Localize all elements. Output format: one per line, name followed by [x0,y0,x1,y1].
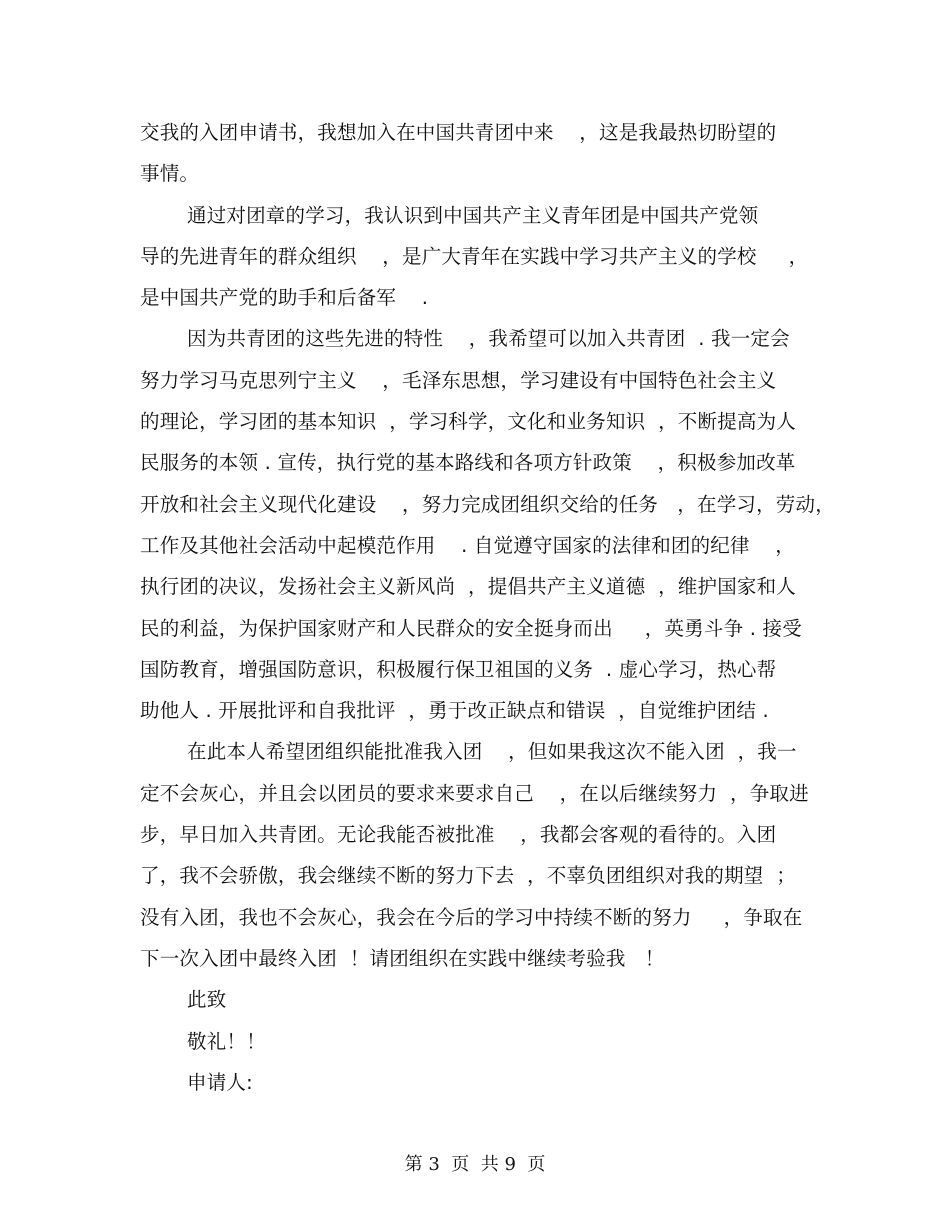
document-body [140,112,835,1103]
text-line: 敬礼！！ [187,1029,266,1053]
text-line: 下一次入团中最终入团 ！请团组织在实践中继续考验我 ！ [140,946,665,970]
text-line: 导的先进青年的群众组织 ，是广大青年在实践中学习共产主义的学校 ， [140,244,809,268]
text-line: 民的利益，为保护国家财产和人民群众的安全挺身而出 ，英勇斗争 . 接受 [140,616,802,640]
page-footer [0,1150,950,1176]
text-line: 执行团的决议，发扬社会主义新风尚 ，提倡共产主义道德 ，维护国家和人 [140,575,796,599]
text-line: 民服务的本领 . 宣传，执行党的基本路线和各项方针政策 ，积极参加改革 [140,451,796,475]
text-line: 申请人: [187,1070,253,1094]
text-line: 因为共青团的这些先进的特性 ，我希望可以加入共青团 . 我一定会 [187,327,790,351]
text-line: 步，早日加入共青团。无论我能否被批准 ，我都会客观的看待的。入团 [140,823,777,847]
text-line: 通过对团章的学习，我认识到中国共产主义青年团是中国共产党领 [187,203,759,227]
text-line: 没有入团，我也不会灰心，我会在今后的学习中持续不断的努力 ，争取在 [140,905,803,929]
page-number-label: 第 3 页 共 9 页 [404,1154,546,1175]
text-line: 此致 [187,988,227,1012]
text-line: 交我的入团申请书，我想加入在中国共青团中来 ，这是我最热切盼望的 [140,121,777,144]
text-line: 了，我不会骄傲，我会继续不断的努力下去 ，不辜负团组织对我的期望 ； [140,864,796,888]
text-line: 在此本人希望团组织能批准我入团 ，但如果我这次不能入团 ，我一 [187,740,797,764]
text-line: 国防教育，增强国防意识，积极履行保卫祖国的义务 . 虚心学习，热心帮 [140,657,777,681]
text-line: 是中国共产党的助手和后备军 . [140,286,429,310]
text-line: 工作及其他社会活动中起模范作用 . 自觉遵守国家的法律和团的纪律 ， [140,533,795,557]
text-line: 的理论，学习团的基本知识 ，学习科学，文化和业务知识 ，不断提高为人 [140,410,796,434]
text-line: 助他人 . 开展批评和自我批评 ，勇于改正缺点和错误 ，自觉维护团结 . [140,699,769,723]
text-line: 开放和社会主义现代化建设 ，努力完成团组织交给的任务 ，在学习，劳动， [140,492,835,516]
text-line: 定不会灰心，并且会以团员的要求来要求自己 ，在以后继续努力 ，争取进 [140,781,809,805]
text-line: 努力学习马克思列宁主义 ，毛泽东思想，学习建设有中国特色社会主义 [140,368,777,392]
text-line: 事情。 [140,162,200,186]
